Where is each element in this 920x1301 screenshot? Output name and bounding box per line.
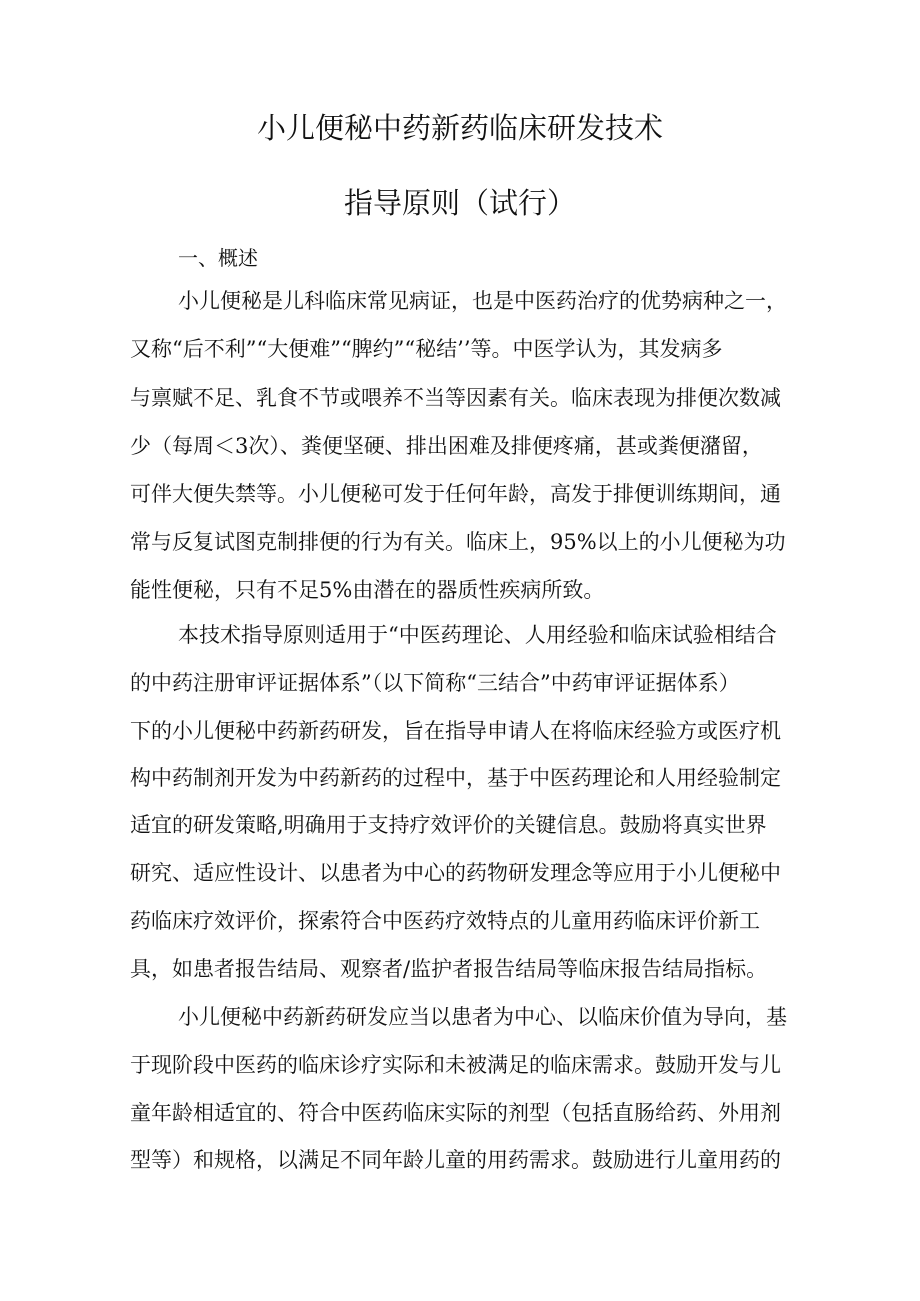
paragraph-1-line-2: 又称“后不利”“大便难”“脾约”“秘结’’等。中医学认为，其发病多	[130, 337, 723, 361]
paragraph-2-line-1: 本技术指导原则适用于“中医药理论、人用经验和临床试验相结合	[178, 623, 777, 647]
paragraph-1-line-1: 小儿便秘是儿科临床常见病证，也是中医药治疗的优势病种之一，	[178, 289, 787, 313]
paragraph-2-line-7: 药临床疗效评价，探索符合中医药疗效特点的儿童用药临床评价新工	[130, 909, 760, 933]
paragraph-2-line-5: 适宜的研发策略,明确用于支持疗效评价的关键信息。鼓励将真实世界	[130, 813, 767, 837]
paragraph-1-line-3: 与禀赋不足、乳食不节或喂养不当等因素有关。临床表现为排便次数减	[130, 386, 781, 410]
paragraph-3-line-3: 童年龄相适宜的、符合中医药临床实际的剂型（包括直肠给药、外用剂	[130, 1101, 781, 1125]
document-title-line-2: 指导原则（试行）	[343, 186, 576, 220]
paragraph-1-line-7: 能性便秘，只有不足5%由潜在的器质性疾病所致。	[130, 578, 605, 602]
document-title-line-1: 小儿便秘中药新药临床研发技术	[256, 111, 663, 145]
paragraph-3-line-4: 型等）和规格，以满足不同年龄儿童的用药需求。鼓励进行儿童用药的	[130, 1148, 781, 1172]
paragraph-2-line-4: 构中药制剂开发为中药新药的过程中，基于中医药理论和人用经验制定	[130, 766, 781, 790]
paragraph-3-line-2: 于现阶段中医药的临床诊疗实际和未被满足的临床需求。鼓励开发与儿	[130, 1053, 781, 1077]
paragraph-2-line-2: 的中药注册审评证据体系”（以下简称“三结合”中药审评证据体系）	[130, 671, 740, 695]
paragraph-2-line-8: 具，如患者报告结局、观察者/监护者报告结局等临床报告结局指标。	[130, 957, 768, 981]
paragraph-1-line-6: 常与反复试图克制排便的行为有关。临床上，95%以上的小儿便秘为功	[130, 530, 786, 554]
paragraph-1-line-4: 少（每周＜3次）、粪便坚硬、排出困难及排便疼痛，甚或粪便潴留，	[130, 434, 763, 458]
section-heading: 一、概述	[178, 246, 258, 270]
paragraph-3-line-1: 小儿便秘中药新药研发应当以患者为中心、以临床价值为导向，基	[178, 1005, 787, 1029]
paragraph-2-line-3: 下的小儿便秘中药新药研发，旨在指导申请人在将临床经验方或医疗机	[130, 719, 781, 743]
paragraph-2-line-6: 研究、适应性设计、以患者为中心的药物研发理念等应用于小儿便秘中	[130, 861, 781, 885]
paragraph-1-line-5: 可伴大便失禁等。小儿便秘可发于任何年龄，高发于排便训练期间，通	[130, 482, 781, 506]
